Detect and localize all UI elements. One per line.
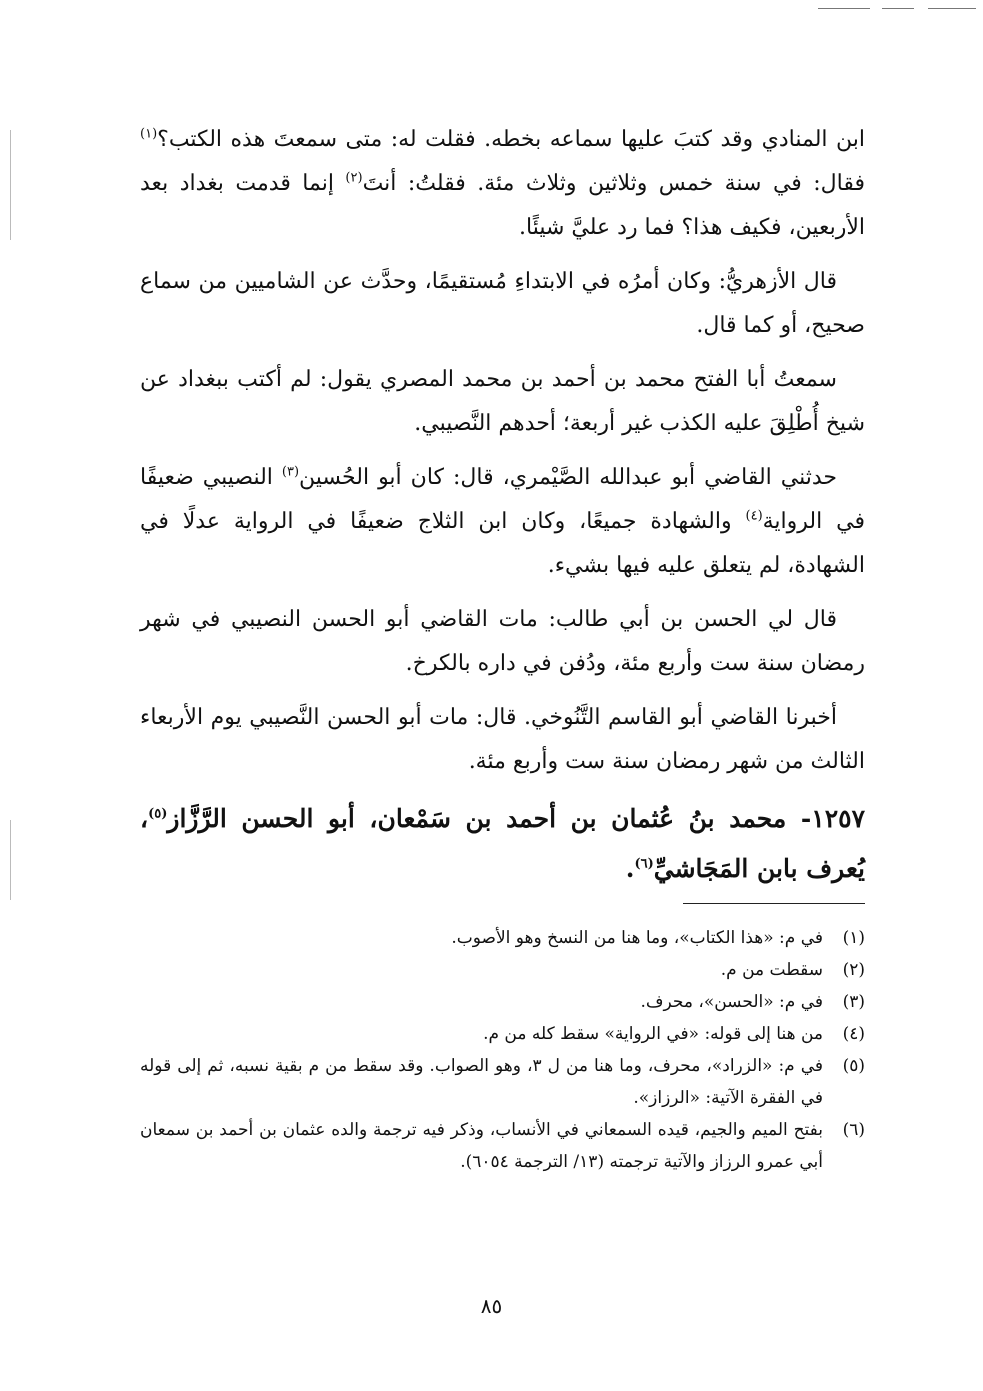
footnote-text: بفتح الميم والجيم، قيده السمعاني في الأنساب، وذكر فيه ترجمة والده عثمان بن أحمد بن سمعان أبي عمرو الرزاز والآتية ترجمته (١٣/ الترجمة ٦٠٥٤). xyxy=(140,1120,823,1172)
page-body xyxy=(140,118,865,894)
footnote-ref[interactable]: (٦) xyxy=(634,856,654,872)
footnote-item xyxy=(140,922,865,954)
footnote-number: (٢) xyxy=(842,960,865,980)
footnote-number: (٥) xyxy=(842,1056,865,1076)
page-number: ٨٥ xyxy=(480,1294,503,1318)
top-rule xyxy=(818,8,870,9)
footnote-text: في م: «الزراد»، محرف، وما هنا من ل ٣، وهو الصواب. وقد سقط من م بقية نسبه، ثم إلى قوله في الفقرة الآتية: «الرزاز». xyxy=(140,1056,824,1108)
footnote-item xyxy=(140,986,865,1018)
footnote-number: (٣) xyxy=(842,992,865,1012)
footnote-ref[interactable]: (٣) xyxy=(281,464,300,480)
footnote-text: في م: «هذا الكتاب»، وما هنا من النسخ وهو الأصوب. xyxy=(451,928,823,948)
left-margin-line xyxy=(10,130,11,240)
footnote-ref[interactable]: (٤) xyxy=(745,508,763,524)
footnote-text: سقطت من م. xyxy=(720,960,823,980)
footnote-text: من هنا إلى قوله: «في الرواية» سقط كله من م. xyxy=(483,1024,823,1044)
footnote-number: (٤) xyxy=(842,1024,865,1044)
footnote-item xyxy=(140,1018,865,1050)
footnote-ref[interactable]: (١) xyxy=(140,126,158,142)
footnotes xyxy=(140,922,865,1178)
paragraph-6: أخبرنا القاضي أبو القاسم التَّنُوخي. قال: مات أبو الحسن النَّصيبي يوم الأربعاء الثالث من شهر رمضان سنة ست وأربع مئة. xyxy=(140,705,865,774)
paragraph-4: حدثني القاضي أبو عبدالله الصَّيْمري، قال: كان أبو الحُسين$^{(٣)}$ النصيبي ضعيفًا في الرواية$^{(٤)}$ والشهادة جميعًا، وكان ابن الثلاج ضعيفًا في الرواية عدلًا في الشهادة، لم يتعلق عليه فيها بشيء. xyxy=(140,464,865,578)
paragraph-5: قال لي الحسن بن أبي طالب: مات القاضي أبو الحسن النصيبي في شهر رمضان سنة ست وأربع مئة، ودُفن في داره بالكرخ. xyxy=(140,607,865,676)
footnote-item xyxy=(140,1050,865,1114)
paragraph-1: ابن المنادي وقد كتبَ عليها سماعه بخطه. فقلت له: متى سمعتَ هذه الكتب؟$^{(١)}$ فقال: في سنة خمس وثلاثين وثلاث مئة. فقلتُ: أنتَ$^{(٢)}$ إنما قدمت بغداد بعد الأربعين، فكيف هذا؟ فما رد عليَّ شيئًا. xyxy=(140,126,865,240)
top-rule xyxy=(882,8,914,9)
footnote-item xyxy=(140,1114,865,1178)
footnote-number: (١) xyxy=(842,928,865,948)
footnote-number: (٦) xyxy=(842,1120,865,1140)
footnote-ref[interactable]: (٢) xyxy=(345,170,363,186)
footnote-separator xyxy=(683,903,865,904)
top-rule xyxy=(928,8,976,9)
footnote-text: في م: «الحسن»، محرف. xyxy=(640,992,823,1012)
footnote-ref[interactable]: (٥) xyxy=(148,806,168,822)
paragraph-3: سمعتُ أبا الفتح محمد بن أحمد بن محمد المصري يقول: لم أكتب ببغداد عن شيخ أُطْلِقَ عليه الكذب غير أربعة؛ أحدهم النَّصيبي. xyxy=(140,367,865,436)
entry-heading: ١٢٥٧- محمد بنُ عُثمان بن أحمد بن سَمْعان، أبو الحسن الرَّزَّاز$^{(٥)}$، يُعرف بابن المَجَاشيِّ$^{(٦)}$. xyxy=(140,804,865,883)
paragraph-2: قال الأزهريُّ: وكان أمرُه في الابتداءِ مُستقيمًا، وحدَّث عن الشاميين من سماع صحيح، أو كما قال. xyxy=(140,269,865,338)
left-margin-line xyxy=(10,820,11,900)
footnote-item xyxy=(140,954,865,986)
